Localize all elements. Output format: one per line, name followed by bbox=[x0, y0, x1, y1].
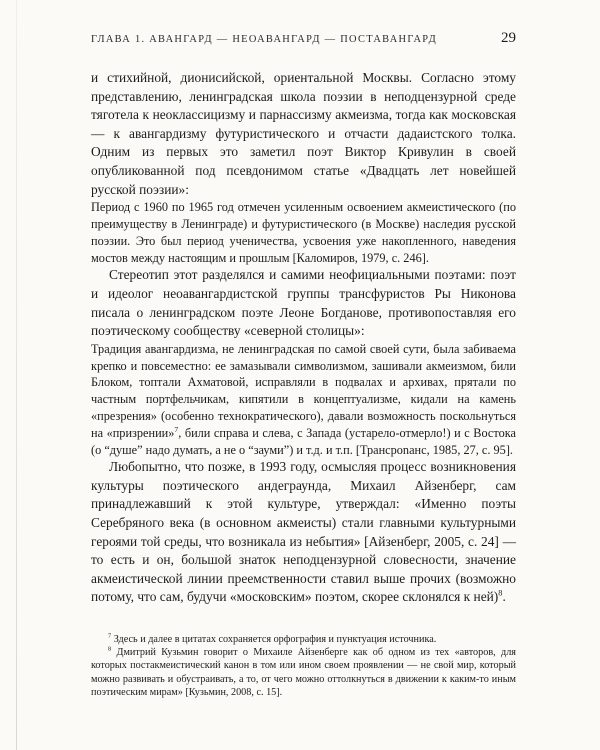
paragraph-2: Стереотип этот разделялся и самими неофициальными поэтами: поэт и идеолог неоавангардистской группы трансфуристов Ры Никонова писала о ленинградском поэте Леоне Богданове, противопоставляя его поэтическому сообществу «северной столицы»: bbox=[91, 267, 516, 339]
footnote-ref-8[interactable]: 8 bbox=[498, 588, 503, 598]
footnote-7-text: Здесь и далее в цитатах сохраняется орфография и пунктуация источника. bbox=[111, 634, 437, 645]
footnote-ref-7[interactable]: 7 bbox=[174, 424, 179, 434]
page-edge bbox=[16, 0, 17, 750]
running-title: ГЛАВА 1. АВАНГАРД — НЕОАВАНГАРД — ПОСТАВАНГАРД bbox=[91, 34, 437, 45]
paragraph-3-part-b: . bbox=[502, 589, 506, 605]
main-text bbox=[91, 69, 516, 607]
quote-2-part-b: , били справа и слева, с Запада (устарело-отмерло!) и с Востока (о “душе” надо думать, а не о “зауми”) и т.д. и т.п. [Трансponанс, 1985, 27, с. 95]. bbox=[91, 425, 516, 457]
block-quote-2 bbox=[91, 341, 516, 459]
paragraph-1: и стихийной, дионисийской, ориентальной Москвы. Согласно этому представлению, ленинградская школа поэзии в неподцензурной среде тяготела к неоклассицизму и парнассизму акмеизма, тогда как московская — к авангардизму футуристического и отчасти дадаистского толка. Одним из первых это заметил поэт Виктор Кривулин в своей опубликованной под псевдонимом статье «Двадцать лет новейшей русской поэзии»: bbox=[91, 70, 516, 197]
paragraph-3 bbox=[91, 458, 516, 607]
footnote-7-number: 7 bbox=[108, 632, 112, 640]
paragraph-3-part-a: Любопытно, что позже, в 1993 году, осмысляя процесс возникновения культуры поэтического андеграунда, Михаил Айзенберг, сам принадлежавший к этой культуре, утверждал: «Именно поэты Серебряного века (в основном акмеисты) стали главными культурными героями той среды, что возникала из небытия» [Айзенберг, 2005, с. 24] — то есть и он, большой знаток неподцензурной словесности, значение акмеистической линии преемственности ставил выше прочих (возможно потому, что сам, будучи «московским» поэтом, скорее склонялся к ней) bbox=[91, 459, 516, 605]
page-number: 29 bbox=[501, 30, 516, 46]
footnote-7 bbox=[91, 633, 516, 646]
footnote-8 bbox=[91, 646, 516, 699]
footnotes bbox=[91, 633, 516, 699]
block-quote-1: Период с 1960 по 1965 год отмечен усиленным освоением акмеистического (по преимуществу в Ленинграде) и футуристического (в Москве) наследия русской поэзии. Это был период ученичества, усвоения уже накопленного, наведения мостов между настоящим и прошлым [Каломиров, 1979, с. 246]. bbox=[91, 200, 516, 265]
footnote-8-text: Дмитрий Кузьмин говорит о Михаиле Айзенберге как об одном из тех «авторов, для которых постакмеистический канон в том или ином своем проявлении — не свой мир, который можно развивать и обустраивать, а то, от чего можно оттолкнуться в движении к каким-то иным поэтическим мирам» [Кузьмин, 2008, с. 15]. bbox=[91, 647, 516, 698]
quote-2-part-a: Традиция авангардизма, не ленинградская по самой своей сути, была забиваема крепко и повсеместно: ее замазывали символизмом, зашивали акмеизмом, били Блоком, топтали Ахматовой, исправляли в подвалах и архивах, прятали по частным портфельчикам, кипятили в концептуализме, кидали на камень «презрения» (особенно технократического), давали возможность поскольнуться на «призрении» bbox=[91, 341, 516, 440]
footnote-8-number: 8 bbox=[108, 645, 112, 653]
